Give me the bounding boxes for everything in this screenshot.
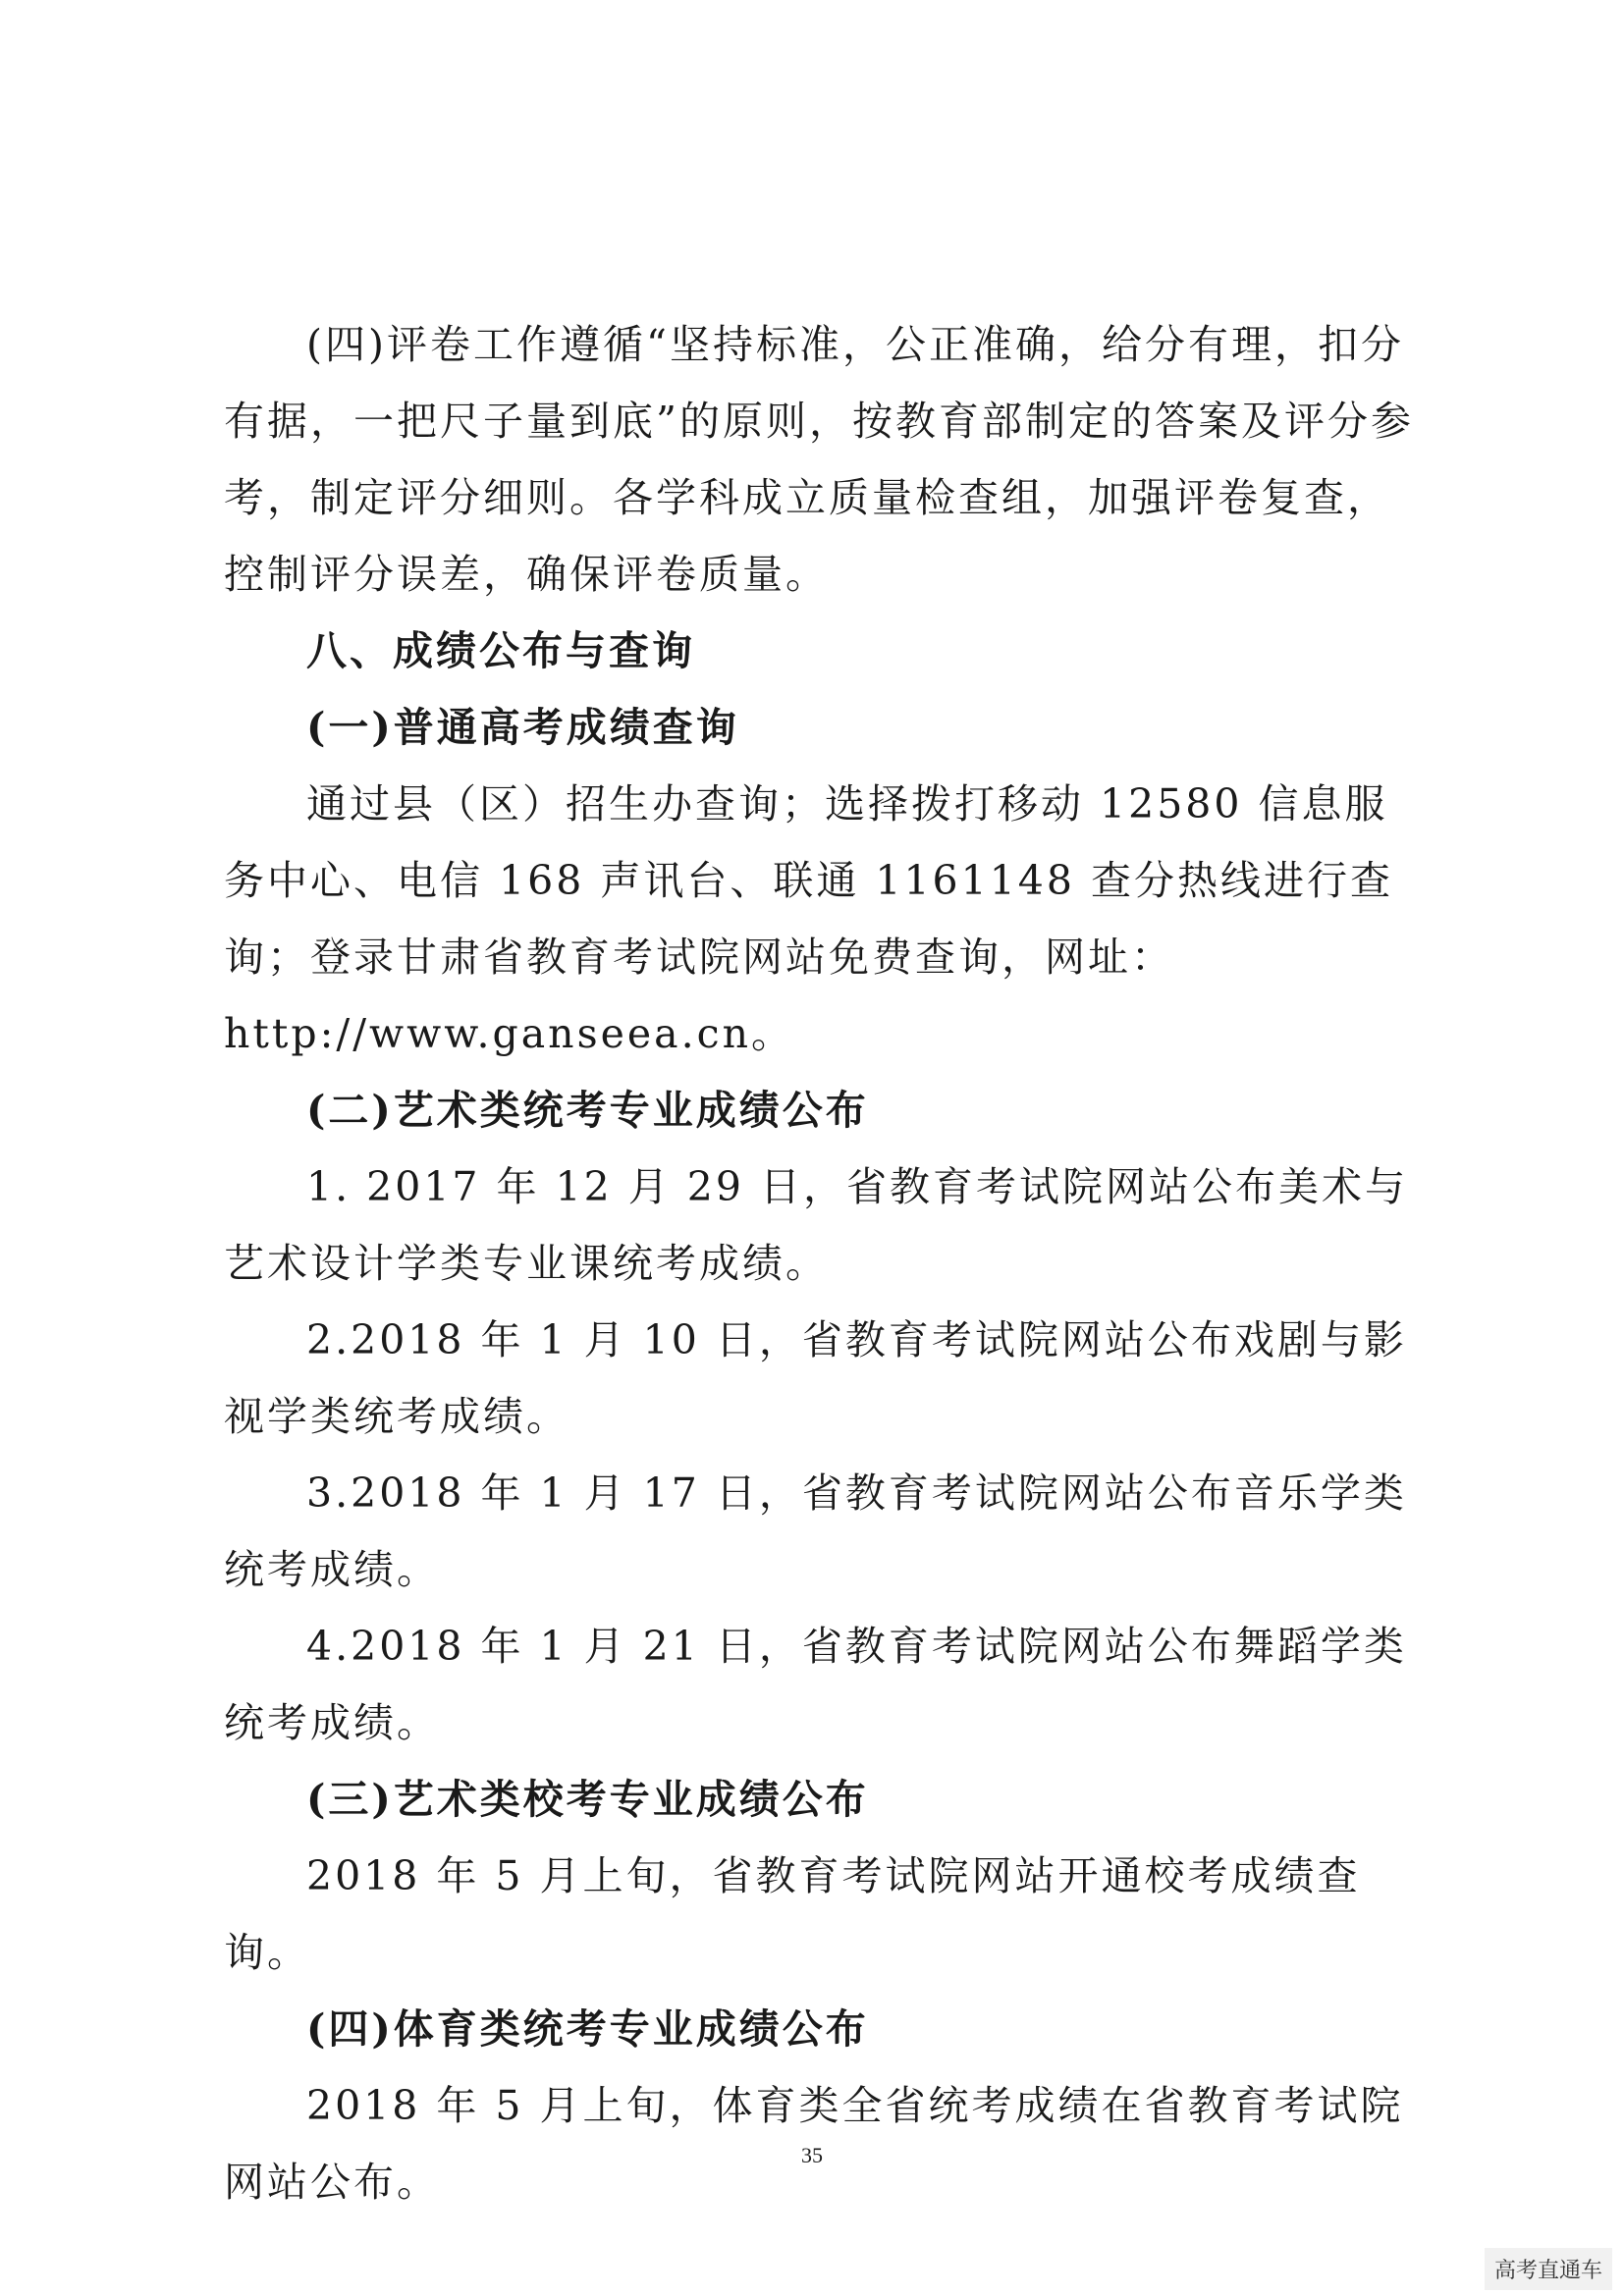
paragraph-art-item-1: 1. 2017 年 12 月 29 日，省教育考试院网站公布美术与艺术设计学类专业课统考成绩。: [224, 1163, 1408, 1287]
paragraph-art-item-2: 2.2018 年 1 月 10 日，省教育考试院网站公布戏剧与影视学类统考成绩。: [224, 1316, 1407, 1440]
subheading-general-score-query: (一)普通高考成绩查询: [306, 704, 739, 751]
paragraph-marking-principles: (四)评卷工作遵循“坚持标准，公正准确，给分有理，扣分有据，一把尺子量到底”的原则，按教育部制定的答案及评分参考，制定评分细则。各学科成立质量检查组，加强评卷复查，控制评分误差，确保评卷质量。: [224, 321, 1414, 598]
paragraph-score-query-methods: 通过县（区）招生办查询；选择拨打移动 12580 信息服务中心、电信 168 声讯台、联通 1161148 查分热线进行查询；登录甘肃省教育考试院网站免费查询，网址：http://www.ganseea.cn。: [224, 780, 1393, 1057]
subheading-art-school-exam: (三)艺术类校考专业成绩公布: [306, 1776, 869, 1823]
document-body: [224, 306, 1426, 2220]
subheading-sports-exam: (四)体育类统考专业成绩公布: [306, 2005, 869, 2053]
section-heading-scores: 八、成绩公布与查询: [306, 627, 695, 674]
page-number: 35: [801, 2143, 823, 2167]
watermark: 高考直通车: [1485, 2248, 1612, 2290]
subheading-art-unified-exam: (二)艺术类统考专业成绩公布: [306, 1087, 869, 1134]
paragraph-school-exam-query: 2018 年 5 月上旬，省教育考试院网站开通校考成绩查询。: [224, 1852, 1361, 1976]
paragraph-sports-exam-release: 2018 年 5 月上旬，体育类全省统考成绩在省教育考试院网站公布。: [224, 2082, 1404, 2206]
paragraph-art-item-3: 3.2018 年 1 月 17 日，省教育考试院网站公布音乐学类统考成绩。: [224, 1469, 1407, 1593]
paragraph-art-item-4: 4.2018 年 1 月 21 日，省教育考试院网站公布舞蹈学类统考成绩。: [224, 1623, 1407, 1746]
